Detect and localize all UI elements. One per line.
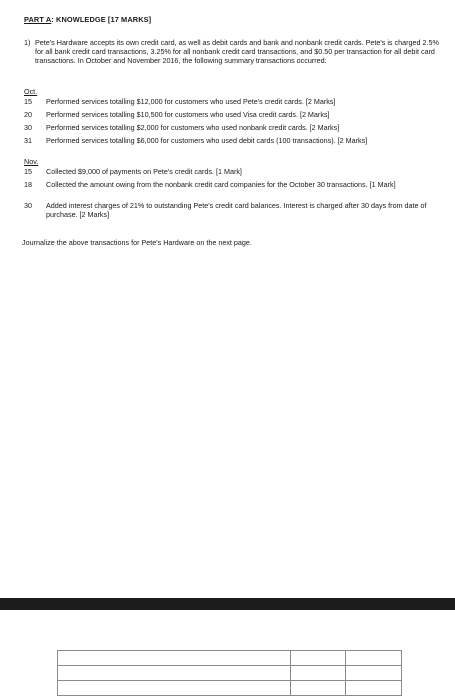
page-divider xyxy=(0,598,455,610)
table-cell[interactable] xyxy=(291,681,346,696)
table-cell[interactable] xyxy=(346,666,402,681)
section-title: PART A: KNOWLEDGE [17 MARKS] xyxy=(24,15,152,24)
table-cell[interactable] xyxy=(58,666,291,681)
table-cell[interactable] xyxy=(58,651,291,666)
transaction-text: Collected the amount owing from the nonbank credit card companies for the October 30 transactions. [1 Mark] xyxy=(46,180,396,189)
transaction-day: 30 xyxy=(24,201,32,210)
transaction-day: 15 xyxy=(24,167,32,176)
transaction-day: 18 xyxy=(24,180,32,189)
transaction-text: Collected $9,000 of payments on Pete's credit cards. [1 Mark] xyxy=(46,167,242,176)
part-label: PART A xyxy=(24,15,52,24)
transaction-text: Performed services totalling $10,500 for customers who used Visa credit cards. [2 Marks] xyxy=(46,110,330,119)
transaction-text: Performed services totalling $2,000 for customers who used nonbank credit cards. [2 Marks] xyxy=(46,123,340,132)
table-cell[interactable] xyxy=(346,681,402,696)
section-heading: KNOWLEDGE [17 MARKS] xyxy=(56,15,152,24)
transaction-text: Performed services totalling $12,000 for customers who used Pete's credit cards. [2 Marks] xyxy=(46,97,336,106)
transaction-day: 31 xyxy=(24,136,32,145)
question-text: Pete's Hardware accepts its own credit card, as well as debit cards and bank and nonbank credit cards. Pete's is charged 2.5% for all bank credit card transactions, 3.25% for all nonbank credit card transactions, and $0.50 per transaction for all debit card transactions. In October and November 2016, the following summary transactions occurred: xyxy=(35,38,439,65)
month-label-october: Oct. xyxy=(24,87,38,96)
transaction-text: Performed services totalling $6,000 for customers who used debit cards (100 transactions). [2 Marks] xyxy=(46,136,368,145)
table-row xyxy=(58,651,402,666)
table-cell[interactable] xyxy=(291,651,346,666)
question-number: 1) xyxy=(24,38,31,47)
table-cell[interactable] xyxy=(58,681,291,696)
table-cell[interactable] xyxy=(346,651,402,666)
transaction-day: 15 xyxy=(24,97,32,106)
journal-table xyxy=(57,650,402,696)
table-row xyxy=(58,681,402,696)
transaction-text: Added interest charges of 21% to outstanding Pete's credit card balances. Interest is charged after 30 days from date of purchase. [2 Marks] xyxy=(46,201,427,219)
table-cell[interactable] xyxy=(291,666,346,681)
table-row xyxy=(58,666,402,681)
transaction-day: 30 xyxy=(24,123,32,132)
transaction-day: 20 xyxy=(24,110,32,119)
month-label-november: Nov. xyxy=(24,157,39,166)
instruction-text: Journalize the above transactions for Pete's Hardware on the next page. xyxy=(22,238,252,247)
